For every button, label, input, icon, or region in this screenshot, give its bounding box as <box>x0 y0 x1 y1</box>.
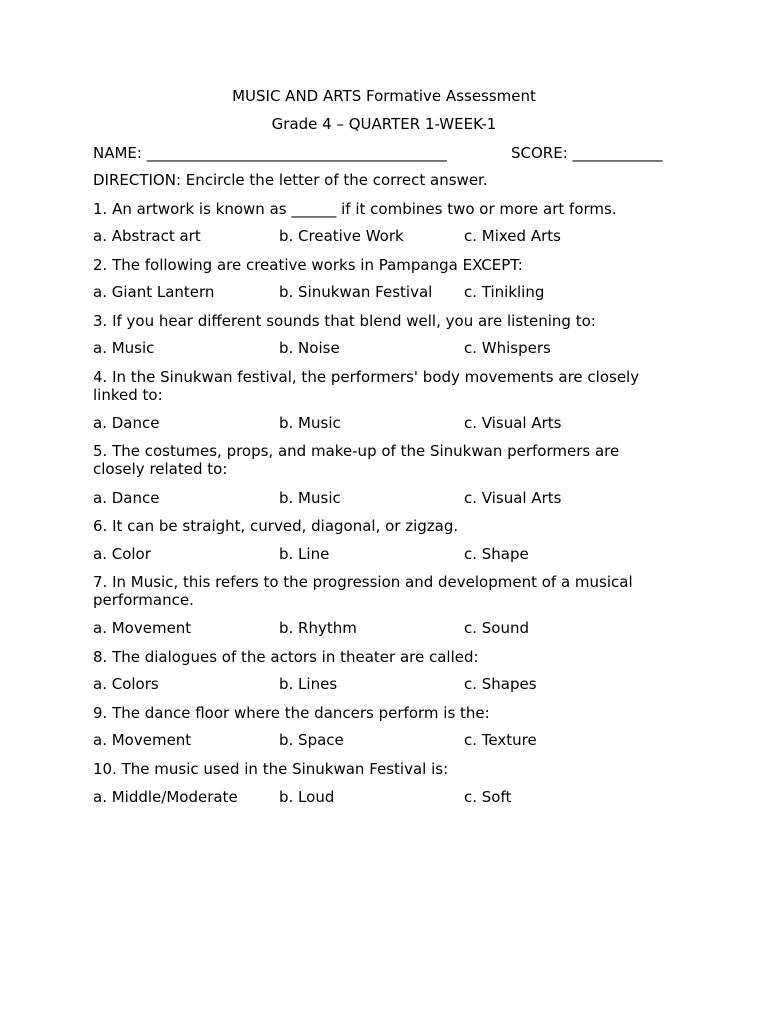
question-2-option-b: b. Sinukwan Festival <box>279 283 433 301</box>
question-6-option-b: b. Line <box>279 545 330 563</box>
question-10-option-c: c. Soft <box>464 788 512 806</box>
name-field: NAME: ________________________________________ <box>93 144 447 162</box>
question-10: 10. The music used in the Sinukwan Festival is: <box>93 760 449 778</box>
question-7-option-c: c. Sound <box>464 619 530 637</box>
question-7-option-b: b. Rhythm <box>279 619 357 637</box>
question-3-option-c: c. Whispers <box>464 339 551 357</box>
question-1: 1. An artwork is known as ______ if it combines two or more art forms. <box>93 200 617 218</box>
question-5-option-a: a. Dance <box>93 489 160 507</box>
question-6-option-c: c. Shape <box>464 545 529 563</box>
question-6: 6. It can be straight, curved, diagonal, or zigzag. <box>93 517 459 535</box>
question-9-option-a: a. Movement <box>93 731 192 749</box>
question-7-option-a: a. Movement <box>93 619 192 637</box>
question-6-option-a: a. Color <box>93 545 151 563</box>
direction-text: DIRECTION: Encircle the letter of the correct answer. <box>93 171 488 189</box>
question-1-option-a: a. Abstract art <box>93 227 201 245</box>
question-8-option-c: c. Shapes <box>464 675 537 693</box>
question-9-option-b: b. Space <box>279 731 344 749</box>
document-subtitle: Grade 4 – QUARTER 1-WEEK-1 <box>271 115 497 133</box>
question-5-option-b: b. Music <box>279 489 341 507</box>
question-1-option-b: b. Creative Work <box>279 227 404 245</box>
question-2-option-c: c. Tinikling <box>464 283 545 301</box>
question-7: 7. In Music, this refers to the progression and development of a musical performance. <box>93 573 633 609</box>
question-4-option-b: b. Music <box>279 414 341 432</box>
question-9: 9. The dance floor where the dancers perform is the: <box>93 704 490 722</box>
question-10-option-a: a. Middle/Moderate <box>93 788 238 806</box>
question-4: 4. In the Sinukwan festival, the performers' body movements are closely linked to: <box>93 368 640 404</box>
question-8-option-b: b. Lines <box>279 675 338 693</box>
question-4-option-a: a. Dance <box>93 414 160 432</box>
document-title: MUSIC AND ARTS Formative Assessment <box>232 87 536 105</box>
question-4-option-c: c. Visual Arts <box>464 414 562 432</box>
question-3: 3. If you hear different sounds that blend well, you are listening to: <box>93 312 596 330</box>
question-9-option-c: c. Texture <box>464 731 537 749</box>
question-8-option-a: a. Colors <box>93 675 159 693</box>
question-5: 5. The costumes, props, and make-up of the Sinukwan performers are closely related to: <box>93 442 620 478</box>
score-field: SCORE: ____________ <box>511 144 663 162</box>
question-10-option-b: b. Loud <box>279 788 335 806</box>
question-8: 8. The dialogues of the actors in theater are called: <box>93 648 479 666</box>
question-1-option-c: c. Mixed Arts <box>464 227 561 245</box>
question-2: 2. The following are creative works in Pampanga EXCEPT: <box>93 256 523 274</box>
question-3-option-a: a. Music <box>93 339 155 357</box>
question-5-option-c: c. Visual Arts <box>464 489 562 507</box>
question-2-option-a: a. Giant Lantern <box>93 283 215 301</box>
question-3-option-b: b. Noise <box>279 339 340 357</box>
